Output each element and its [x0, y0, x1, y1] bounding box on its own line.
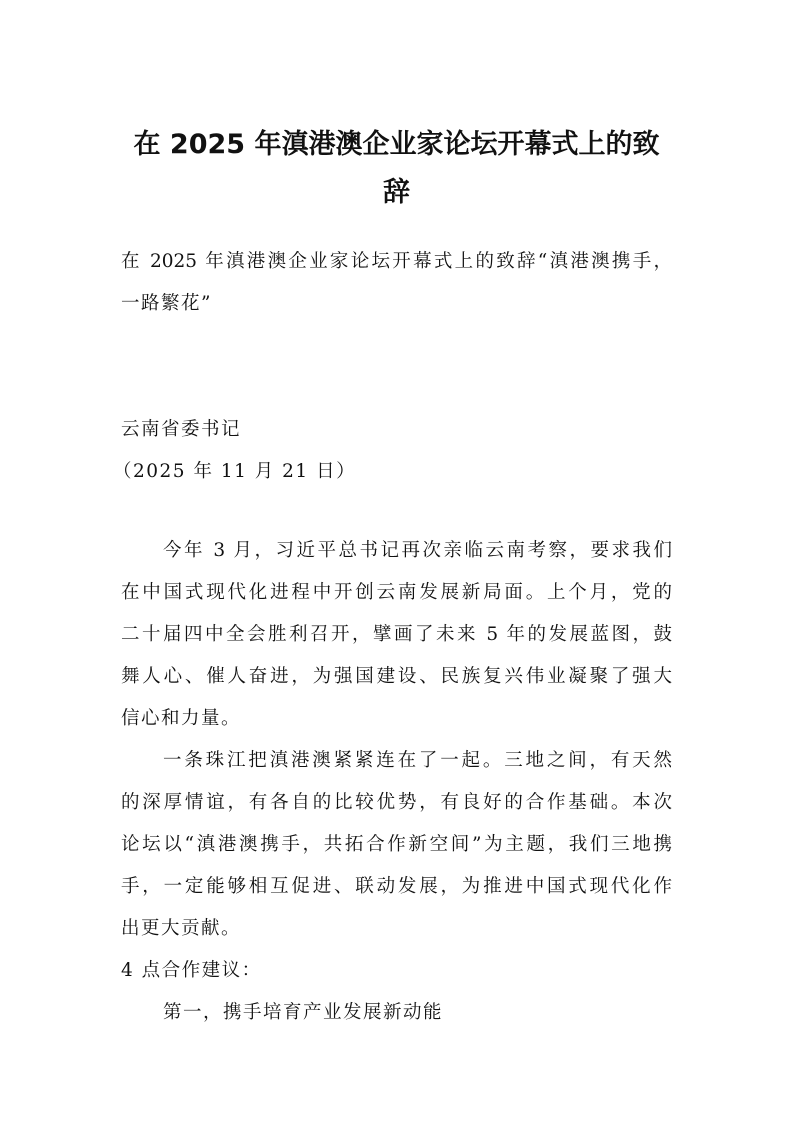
proposals-heading: 4 点合作建议： — [121, 960, 262, 981]
paragraph-line: 论坛以“滇港澳携手，共拓合作新空间”为主题，我们三地携 — [121, 834, 672, 855]
title-line: 辞 — [383, 177, 410, 208]
byline — [113, 409, 672, 493]
paragraph-line: 手，一定能够相互促进、联动发展，为推进中国式现代化作 — [121, 876, 672, 897]
paragraph-line: 出更大贡献。 — [121, 918, 242, 939]
paragraph-line: 今年 3 月，习近平总书记再次亲临云南考察，要求我们 — [163, 540, 672, 561]
paragraph-2 — [121, 740, 672, 950]
author: 云南省委书记 — [121, 419, 242, 440]
date: （2025 年 11 月 21 日） — [113, 461, 357, 482]
subtitle-line: 在 2025 年滇港澳企业家论坛开幕式上的致辞“滇港澳携手， — [121, 251, 672, 272]
title-line: 在 2025 年滇港澳企业家论坛开幕式上的致 — [133, 129, 660, 160]
subtitle-line: 一路繁花” — [121, 293, 212, 314]
paragraph-1 — [121, 530, 672, 740]
paragraph-line: 二十届四中全会胜利召开，擘画了未来 5 年的发展蓝图，鼓 — [121, 624, 672, 645]
paragraph-line: 一条珠江把滇港澳紧紧连在了一起。三地之间，有天然 — [163, 750, 672, 771]
proposal-item: 第一，携手培育产业发展新动能 — [163, 1002, 444, 1023]
subtitle — [121, 241, 672, 325]
paragraph-line: 在中国式现代化进程中开创云南发展新局面。上个月，党的 — [121, 582, 672, 603]
paragraph-line: 的深厚情谊，有各自的比较优势，有良好的合作基础。本次 — [121, 792, 672, 813]
document-title — [100, 121, 693, 217]
paragraph-line: 信心和力量。 — [121, 708, 242, 729]
proposals — [121, 950, 672, 1034]
paragraph-line: 舞人心、催人奋进，为强国建设、民族复兴伟业凝聚了强大 — [121, 666, 672, 687]
